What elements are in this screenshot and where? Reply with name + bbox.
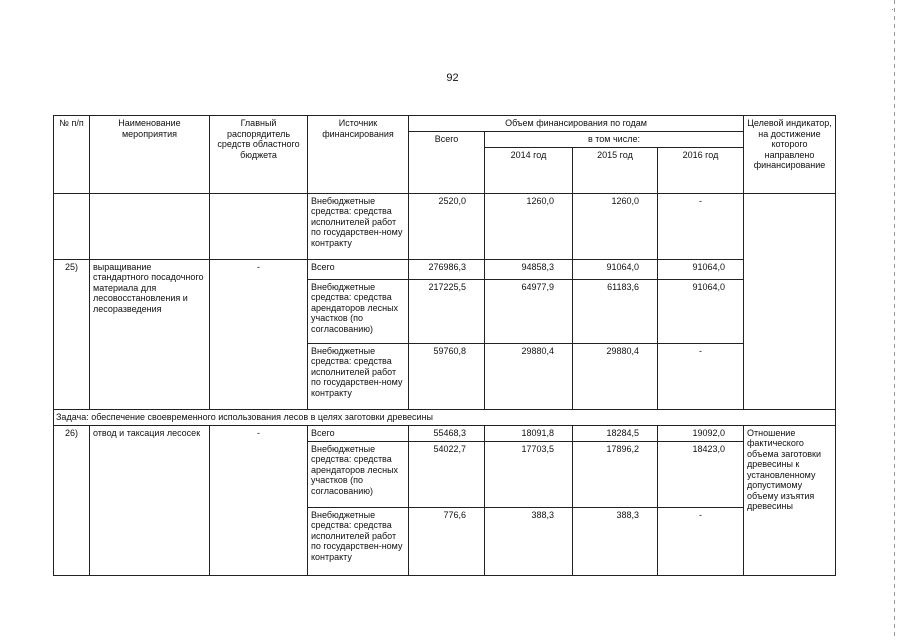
y2016-cell: - xyxy=(658,193,744,259)
page-number: 92 xyxy=(446,72,459,84)
y2014-cell: 18091,8 xyxy=(485,425,573,441)
source-cell: Всего xyxy=(308,425,409,441)
y2016-cell: 18423,0 xyxy=(658,441,744,507)
total-cell: 55468,3 xyxy=(409,425,485,441)
header-indicator: Целевой индикатор, на достижение которого направлено финансирование xyxy=(744,116,836,194)
y2014-cell: 17703,5 xyxy=(485,441,573,507)
scan-edge-line xyxy=(894,0,895,640)
source-cell: Всего xyxy=(308,259,409,279)
y2015-cell: 17896,2 xyxy=(573,441,658,507)
total-cell: 59760,8 xyxy=(409,343,485,409)
total-cell: 776,6 xyxy=(409,507,485,575)
header-manager: Главный распорядитель средств областного бюджета xyxy=(210,116,308,194)
y2016-cell: 91064,0 xyxy=(658,259,744,279)
item-name: выращивание стандартного посадочного материала для лесовосстановления и лесоразведения xyxy=(90,259,210,409)
table-row xyxy=(54,193,836,259)
total-cell: 217225,5 xyxy=(409,279,485,343)
task-text: Задача: обеспечение своевременного использования лесов в целях заготовки древесины xyxy=(54,409,836,425)
side-mark: · xyxy=(891,4,894,14)
item-number: 26) xyxy=(54,425,90,575)
item-indicator: Отношение фактического объема заготовки древесины к установленному допустимому объему изъятия древесины xyxy=(744,425,836,575)
item-manager: - xyxy=(210,425,308,575)
item-number: 25) xyxy=(54,259,90,409)
y2015-cell: 91064,0 xyxy=(573,259,658,279)
total-cell: 276986,3 xyxy=(409,259,485,279)
table-row xyxy=(54,259,836,279)
y2014-cell: 94858,3 xyxy=(485,259,573,279)
item-name: отвод и таксация лесосек xyxy=(90,425,210,575)
header-num: № п/п xyxy=(54,116,90,194)
header-total: Всего xyxy=(409,131,485,193)
y2014-cell: 64977,9 xyxy=(485,279,573,343)
header-source: Источник финансирования xyxy=(308,116,409,194)
header-volume: Объем финансирования по годам xyxy=(409,116,744,132)
source-cell: Внебюджетные средства: средства исполнителей работ по государствен-ному контракту xyxy=(308,193,409,259)
y2014-cell: 1260,0 xyxy=(485,193,573,259)
cell-empty xyxy=(54,193,90,259)
source-cell: Внебюджетные средства: средства исполнителей работ по государствен-ному контракту xyxy=(308,507,409,575)
y2015-cell: 61183,6 xyxy=(573,279,658,343)
indicator-cell-empty xyxy=(744,193,836,409)
y2016-cell: 91064,0 xyxy=(658,279,744,343)
y2016-cell: - xyxy=(658,343,744,409)
task-row xyxy=(54,409,836,425)
y2015-cell: 29880,4 xyxy=(573,343,658,409)
item-manager: - xyxy=(210,259,308,409)
source-cell: Внебюджетные средства: средства исполнителей работ по государствен-ному контракту xyxy=(308,343,409,409)
y2015-cell: 1260,0 xyxy=(573,193,658,259)
source-cell: Внебюджетные средства: средства арендаторов лесных участков (по согласованию) xyxy=(308,441,409,507)
y2015-cell: 18284,5 xyxy=(573,425,658,441)
y2014-cell: 29880,4 xyxy=(485,343,573,409)
header-2014: 2014 год xyxy=(485,147,573,193)
total-cell: 54022,7 xyxy=(409,441,485,507)
header-2015: 2015 год xyxy=(573,147,658,193)
header-name: Наименование мероприятия xyxy=(90,116,210,194)
y2016-cell: - xyxy=(658,507,744,575)
total-cell: 2520,0 xyxy=(409,193,485,259)
y2015-cell: 388,3 xyxy=(573,507,658,575)
financing-table xyxy=(53,115,836,576)
table-row xyxy=(54,425,836,441)
cell-empty xyxy=(90,193,210,259)
y2014-cell: 388,3 xyxy=(485,507,573,575)
source-cell: Внебюджетные средства: средства арендаторов лесных участков (по согласованию) xyxy=(308,279,409,343)
header-2016: 2016 год xyxy=(658,147,744,193)
header-including: в том числе: xyxy=(485,131,744,147)
cell-empty xyxy=(210,193,308,259)
y2016-cell: 19092,0 xyxy=(658,425,744,441)
